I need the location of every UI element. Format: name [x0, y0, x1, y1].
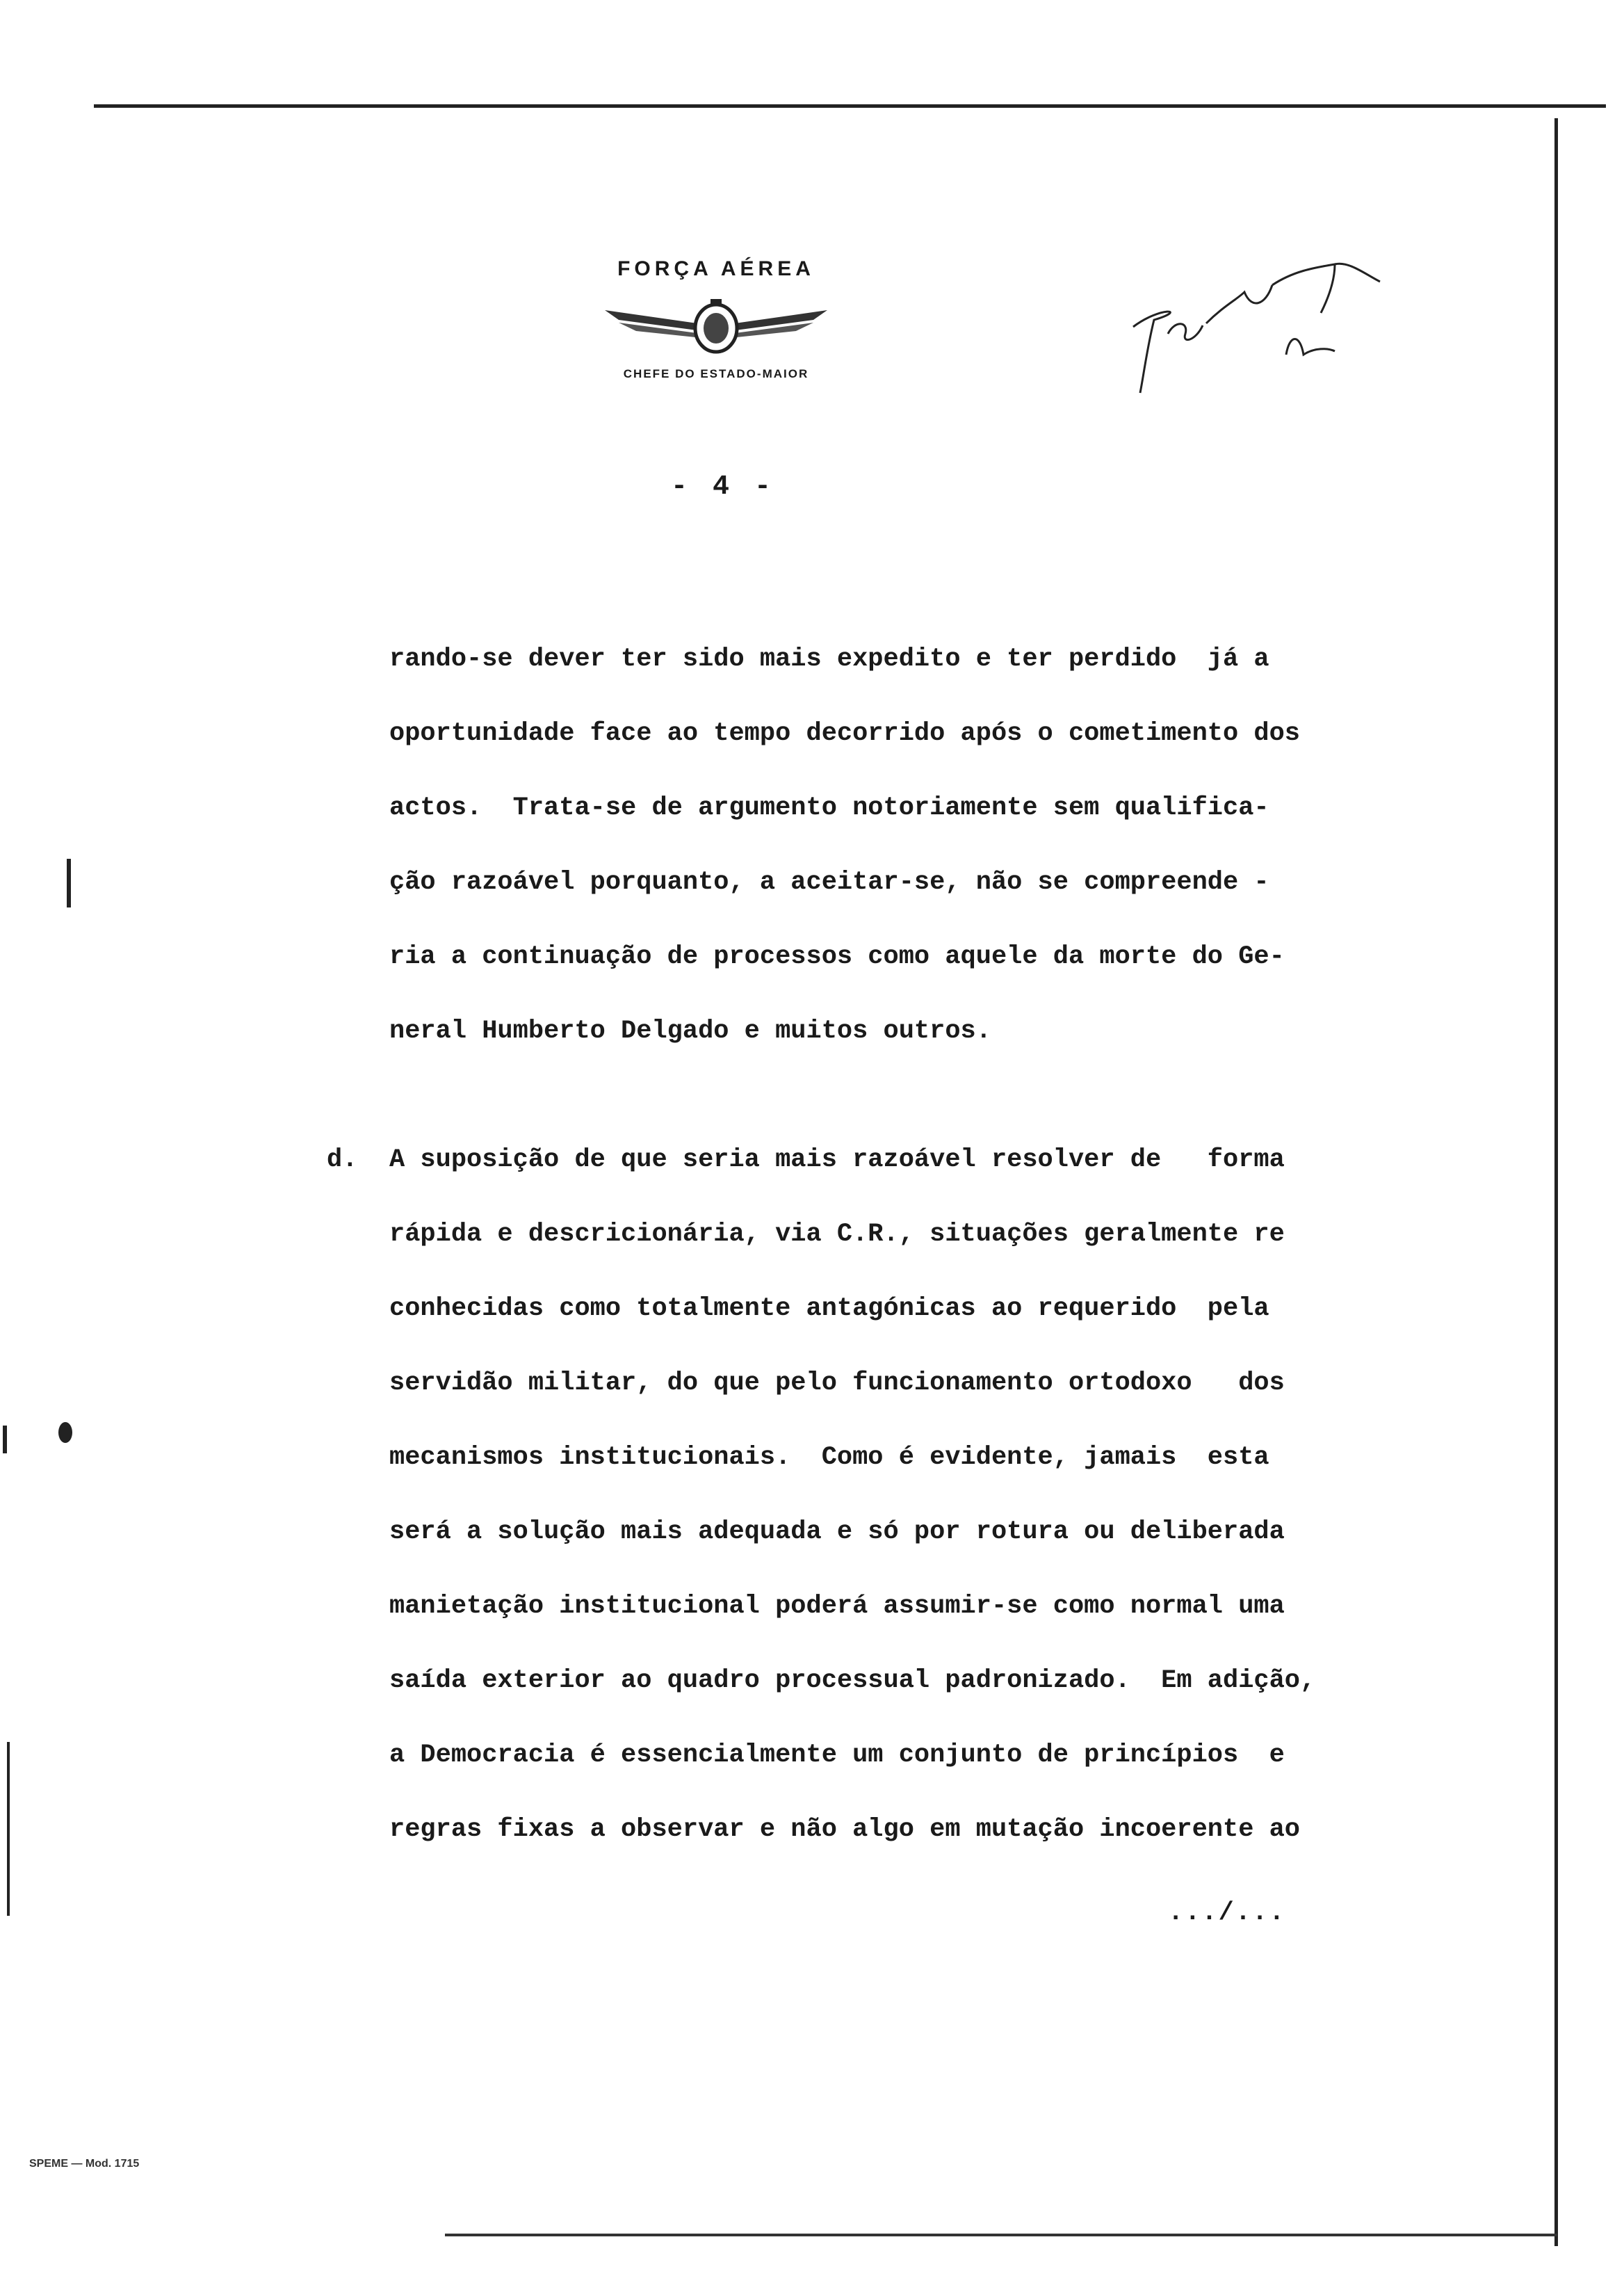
- form-code: SPEME — Mod. 1715: [29, 2158, 140, 2170]
- paragraph-line: manietação institucional poderá assumir-se como normal uma: [389, 1592, 1285, 1621]
- paragraph-line: actos. Trata-se de argumento notoriamente sem qualifica-: [389, 793, 1269, 823]
- paragraph-line: oportunidade face ao tempo decorrido após o cometimento dos: [389, 719, 1301, 748]
- letterhead-subtitle: CHEFE DO ESTADO-MAIOR: [623, 367, 809, 380]
- continuation-mark: .../...: [1168, 1898, 1286, 1928]
- left-margin-mark: [67, 859, 71, 907]
- paragraph-line: será a solução mais adequada e só por rotura ou deliberada: [389, 1517, 1285, 1547]
- paragraph-line: regras fixas a observar e não algo em mutação incoerente ao: [389, 1815, 1301, 1844]
- item-d-label: d.: [327, 1145, 358, 1175]
- paragraph-line: a Democracia é essencialmente um conjunto de princípios e: [389, 1741, 1285, 1770]
- letterhead: [570, 257, 862, 381]
- paragraph-line: mecanismos institucionais. Como é evidente, jamais esta: [389, 1443, 1269, 1472]
- paragraph-line: ria a continuação de processos como aquele da morte do Ge-: [389, 942, 1285, 971]
- paragraph-line: servidão militar, do que pelo funcionamento ortodoxo dos: [389, 1369, 1285, 1398]
- top-border-line: [94, 104, 1606, 108]
- page-number: - 4 -: [670, 471, 776, 503]
- paragraph-line: neral Humberto Delgado e muitos outros.: [389, 1017, 991, 1046]
- paragraph-line: saída exterior ao quadro processual padronizado. Em adição,: [389, 1666, 1316, 1695]
- paragraph-line: rápida e descricionária, via C.R., situações geralmente re: [389, 1220, 1285, 1249]
- winged-emblem-icon: [598, 295, 834, 357]
- left-margin-tick: [3, 1426, 7, 1453]
- handwritten-signature: [1105, 243, 1397, 410]
- right-border-line: [1554, 118, 1558, 2246]
- left-margin-line: [7, 1742, 10, 1916]
- paragraph-line: A suposição de que seria mais razoável resolver de forma: [389, 1145, 1285, 1175]
- paragraph-line: ção razoável porquanto, a aceitar-se, não se compreende -: [389, 868, 1269, 897]
- left-margin-dot: [58, 1422, 72, 1443]
- letterhead-title: FORÇA AÉREA: [617, 257, 815, 280]
- paragraph-line: conhecidas como totalmente antagónicas ao requerido pela: [389, 1294, 1269, 1323]
- paragraph-c: [389, 622, 1321, 1069]
- bottom-border-line: [445, 2234, 1557, 2236]
- paragraph-line: rando-se dever ter sido mais expedito e ter perdido já a: [389, 645, 1269, 674]
- item-d-text: [389, 1123, 1321, 1867]
